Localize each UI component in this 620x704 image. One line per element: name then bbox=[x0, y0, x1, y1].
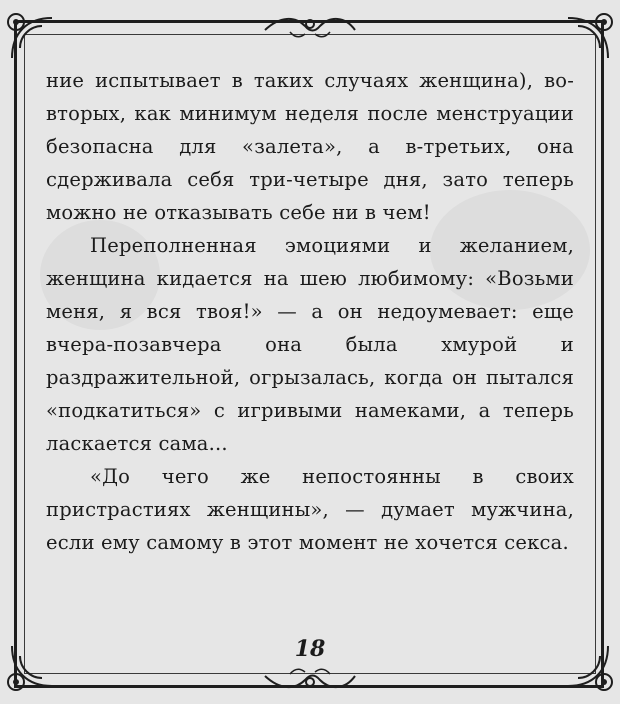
paragraph-1: ние испытывает в таких случаях женщина), во-вторых, как минимум неделя после менструации безопасна для «залета», а в-третьих, она сдерживала себя три-четыре дня, зато теперь можно не отказывать себе ни в чем! bbox=[46, 69, 574, 224]
body-text bbox=[46, 64, 574, 559]
scroll-ornament-bottom-icon bbox=[260, 664, 360, 694]
corner-flourish-top-left-icon bbox=[2, 8, 62, 68]
corner-flourish-top-right-icon bbox=[558, 8, 618, 68]
page-number: 18 bbox=[294, 636, 326, 662]
paragraph-3: «До чего же непостоянны в своих пристрастиях женщины», — думает мужчина, если ему самому в этот момент не хочется секса. bbox=[46, 465, 574, 554]
paragraph-2: Переполненная эмоциями и желанием, женщина кидается на шею любимому: «Возьми меня, я вся твоя!» — а он недоумевает: еще вчера-позавчера она была хмурой и раздражительной, огрызалась, когда он пытался «подкатиться» с игривыми намеками, а теперь ласкается сама... bbox=[46, 234, 574, 455]
scroll-ornament-top-icon bbox=[260, 12, 360, 42]
